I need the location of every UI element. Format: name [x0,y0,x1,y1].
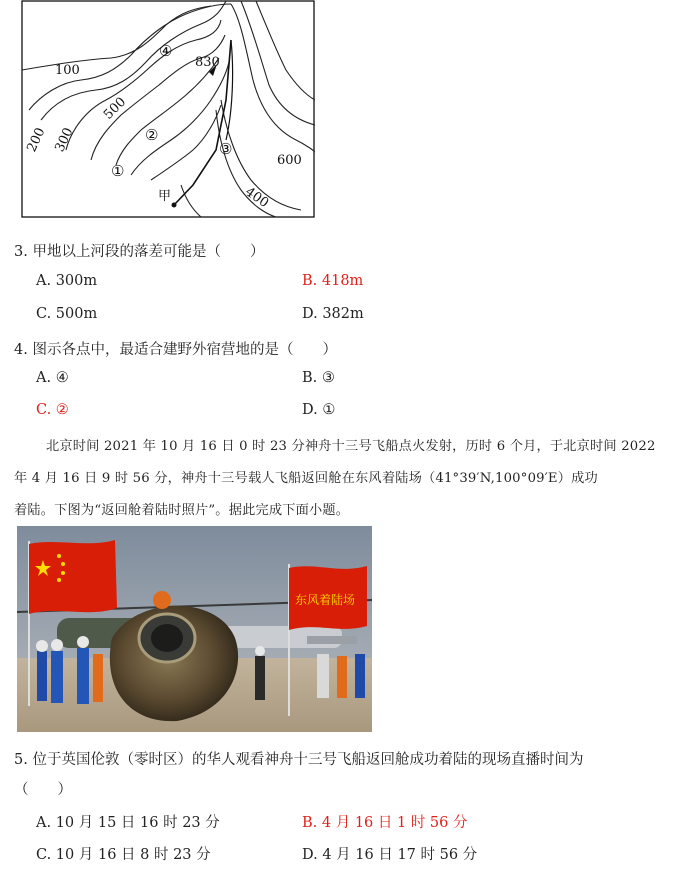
q4-option-b[interactable]: B. ③ [302,370,335,386]
passage-line-2: 年 4 月 16 日 9 时 56 分，神舟十三号载人飞船返回舱在东风着陆场（41°39′N,100°09′E）成功 [14,471,598,486]
passage-line-3: 着陆。下图为“返回舱着陆时照片”。据此完成下面小题。 [14,503,350,518]
passage-line-1: 北京时间 2021 年 10 月 16 日 0 时 23 分神舟十三号飞船点火发射，历时 6 个月，于北京时间 2022 [46,439,656,454]
question-5-stem-cont: （ ） [14,782,72,798]
q3-option-a[interactable]: A. 300m [36,273,98,289]
label-830: 830 [195,55,220,70]
q3-option-d[interactable]: D. 382m [302,306,364,322]
q5-option-a[interactable]: A. 10 月 15 日 16 时 23 分 [36,815,220,831]
flag-text: 东风着陆场 [295,593,356,607]
label-400: 400 [242,184,272,212]
place-jia: 甲 [158,189,172,204]
point-1: ① [111,162,125,180]
q4-option-c[interactable]: C. ② [36,402,69,418]
question-3-stem: 3. 甲地以上河段的落差可能是（ ） [14,244,265,260]
q5-option-b[interactable]: B. 4 月 16 日 1 时 56 分 [302,815,468,831]
china-flag [29,540,117,614]
jia-point-marker [172,203,177,208]
label-300: 300 [52,125,77,155]
question-5-stem: 5. 位于英国伦敦（零时区）的华人观看神舟十三号飞船返回舱成功着陆的现场直播时间为 [14,752,584,768]
q3-option-c[interactable]: C. 500m [36,306,98,322]
q3-option-b[interactable]: B. 418m [302,273,364,289]
label-500: 500 [100,94,130,123]
q5-option-c[interactable]: C. 10 月 16 日 8 时 23 分 [36,847,211,863]
point-4: ④ [159,42,173,60]
q4-option-d[interactable]: D. ① [302,402,336,418]
label-200: 200 [24,125,49,155]
landing-photo [17,526,372,732]
q4-option-a[interactable]: A. ④ [36,370,69,386]
label-600: 600 [277,153,302,168]
contour-map [21,0,315,218]
point-3: ③ [219,140,233,158]
question-4-stem: 4. 图示各点中，最适合建野外宿营地的是（ ） [14,342,337,358]
point-2: ② [145,126,159,144]
q5-option-d[interactable]: D. 4 月 16 日 17 时 56 分 [302,847,478,863]
label-100: 100 [55,63,80,78]
